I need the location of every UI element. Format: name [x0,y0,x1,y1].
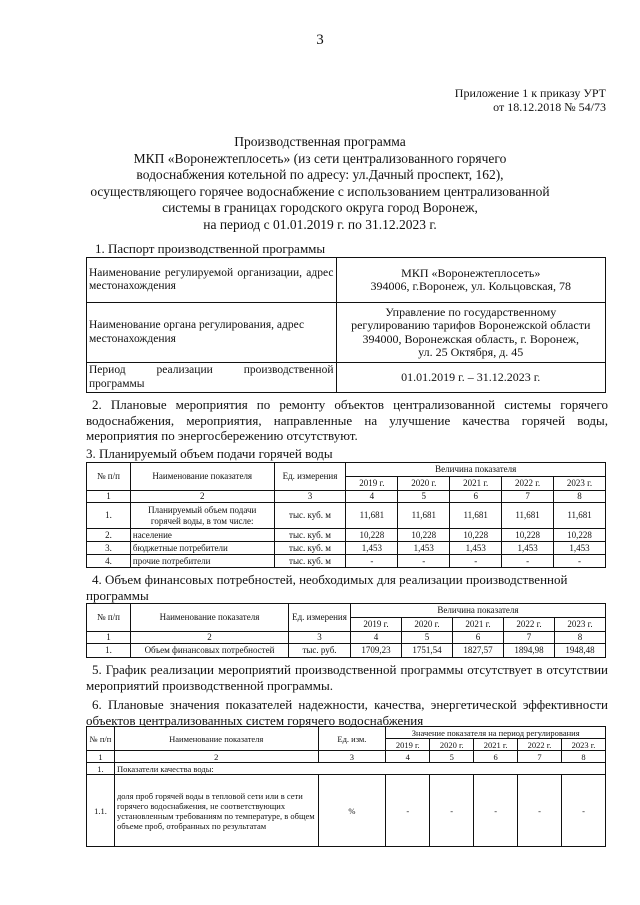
index-cell: 3 [274,491,346,503]
year-header: 2021 г. [450,477,502,491]
index-cell: 6 [450,491,502,503]
row-num: 1. [87,503,131,529]
index-cell: 8 [555,632,606,644]
index-cell: 6 [474,751,518,763]
row-unit: тыс. руб. [289,644,351,658]
row-value: - [518,775,562,847]
row-num: 1.1. [87,775,115,847]
title-line-1: Производственная программа [234,134,406,149]
row-value: 11,681 [346,503,398,529]
row-value: - [398,555,450,568]
year-header: 2023 г. [555,618,606,632]
row-value: 1,453 [346,542,398,555]
row-unit: % [318,775,386,847]
row-value: - [386,775,430,847]
year-header: 2020 г. [398,477,450,491]
section-3-heading: 3. Планируемый объем подачи горячей воды [86,446,333,461]
index-row [87,751,606,763]
section-2-text: 2. Плановые мероприятия по ремонту объектов централизованной системы горячего водоснабжения, мероприятия, направленные на улучшение качества горячей воды, мероприятия по энергосбережению отсутствуют. [86,397,608,443]
index-cell: 2 [130,491,274,503]
row-value: 10,228 [346,529,398,542]
row-value: 1948,48 [555,644,606,658]
col-header-value: Значение показателя на период регулирования [386,727,606,739]
table-row [87,503,606,529]
row-value: 11,681 [554,503,606,529]
table-group-row [87,763,606,775]
row-value: 1709,23 [351,644,402,658]
row-value: - [450,555,502,568]
col-header-unit: Ед. измерения [274,463,346,491]
col-header-num: № п/п [87,727,115,751]
finance-table [86,603,606,658]
volume-table [86,462,606,568]
index-cell: 8 [554,491,606,503]
table-row [87,555,606,568]
col-header-unit: Ед. измерения [289,604,351,632]
row-unit: тыс. куб. м [274,529,346,542]
year-header: 2022 г. [518,739,562,751]
index-cell: 3 [318,751,386,763]
row-name: бюджетные потребители [130,542,274,555]
index-cell: 7 [518,751,562,763]
index-row [87,491,606,503]
title-line-4: осуществляющего горячее водоснабжение с использованием централизованной [90,183,550,199]
index-cell: 1 [87,491,131,503]
row-value: 10,228 [502,529,554,542]
appendix-line-2: от 18.12.2018 № 54/73 [493,100,606,114]
index-cell: 7 [502,491,554,503]
index-cell: 1 [87,751,115,763]
passport-value-line: ул. 25 Октября, д. 45 [418,345,524,359]
row-value: 1,453 [502,542,554,555]
passport-row-regulator [87,303,606,363]
year-header: 2020 г. [402,618,453,632]
col-header-num: № п/п [87,604,131,632]
row-value: 10,228 [450,529,502,542]
passport-value-line: 394000, Воронежская область, г. Воронеж, [362,331,579,346]
row-value: - [562,775,606,847]
row-value: 1,453 [554,542,606,555]
index-cell: 5 [402,632,453,644]
index-cell: 6 [453,632,504,644]
passport-value-line: 394006, г.Воронеж, ул. Кольцовская, 78 [370,279,572,293]
passport-value-line: регулированию тарифов Воронежской области [351,318,591,332]
passport-table [86,257,606,393]
row-name: Объем финансовых потребностей [131,644,289,658]
col-header-value: Величина показателя [351,604,606,618]
row-value: 11,681 [502,503,554,529]
page-number: 3 [316,32,324,48]
title-line-3: водоснабжения котельной по адресу: ул.Дачный проспект, 162), [136,167,504,182]
year-header: 2019 г. [386,739,430,751]
index-cell: 7 [504,632,555,644]
row-unit: тыс. куб. м [274,555,346,568]
passport-row-organization [87,258,606,303]
index-cell: 5 [398,491,450,503]
year-header: 2023 г. [562,739,606,751]
row-unit: тыс. куб. м [274,503,346,529]
index-cell: 5 [430,751,474,763]
row-value: 1894,98 [504,644,555,658]
index-cell: 4 [351,632,402,644]
index-cell: 2 [114,751,318,763]
row-value: 1,453 [450,542,502,555]
year-header: 2021 г. [453,618,504,632]
row-value: 11,681 [450,503,502,529]
col-header-name: Наименование показателя [130,463,274,491]
row-value: 1751,54 [402,644,453,658]
index-cell: 4 [346,491,398,503]
row-value: 10,228 [398,529,450,542]
table-row [87,644,606,658]
row-name: Показатели качества воды: [114,763,605,775]
row-num: 3. [87,542,131,555]
col-header-num: № п/п [87,463,131,491]
appendix-note [455,86,606,114]
year-header: 2019 г. [351,618,402,632]
passport-label: Период реализации производственной программы [87,363,337,393]
title-line-5: системы в границах городского округа город Воронеж, [162,200,478,215]
row-name: доля проб горячей воды в тепловой сети или в сети горячего водоснабжения, не соответствующих установленным требованиям по температуре, в общем объеме проб, отобранных по результатам [114,775,318,847]
section-5-text: 5. График реализации мероприятий производственной программы отсутствует в отсутствии мероприятий производственной программы. [86,662,608,693]
row-value: 11,681 [398,503,450,529]
section-6-heading: 6. Плановые значения показателей надежности, качества, энергетической эффективности объектов централизованных систем горячего водоснабжения [86,697,608,728]
year-header: 2022 г. [504,618,555,632]
passport-value-line: Управление по государственному [385,304,557,319]
section-1-heading: 1. Паспорт производственной программы [95,241,326,256]
index-cell: 1 [87,632,131,644]
col-header-name: Наименование показателя [131,604,289,632]
index-cell: 3 [289,632,351,644]
passport-row-period [87,363,606,393]
col-header-name: Наименование показателя [114,727,318,751]
appendix-line-1: Приложение 1 к приказу УРТ [454,86,606,100]
year-header: 2021 г. [474,739,518,751]
row-value: 1827,57 [453,644,504,658]
passport-label: Наименование органа регулирования, адрес местонахождения [87,303,337,363]
col-header-value: Величина показателя [346,463,606,477]
year-header: 2022 г. [502,477,554,491]
col-header-unit: Ед. изм. [318,727,386,751]
table-row [87,529,606,542]
passport-value: 01.01.2019 г. – 31.12.2023 г. [336,363,606,393]
index-cell: 4 [386,751,430,763]
document-title [40,134,600,233]
row-name: население [130,529,274,542]
passport-value [336,303,606,363]
row-value: - [554,555,606,568]
row-unit: тыс. куб. м [274,542,346,555]
table-row [87,775,606,847]
row-num: 1. [87,644,131,658]
passport-value-line: МКП «Воронежтеплосеть» [401,265,541,280]
row-num: 2. [87,529,131,542]
row-value: 1,453 [398,542,450,555]
index-cell: 2 [131,632,289,644]
year-header: 2023 г. [554,477,606,491]
passport-value [336,258,606,303]
row-value: - [430,775,474,847]
passport-label: Наименование регулируемой организации, адрес местонахождения [87,258,337,303]
year-header: 2020 г. [430,739,474,751]
row-value: - [346,555,398,568]
row-value: - [474,775,518,847]
year-header: 2019 г. [346,477,398,491]
section-4-heading: 4. Объем финансовых потребностей, необходимых для реализации производственной программы [86,572,568,603]
index-row [87,632,606,644]
indicators-table [86,726,606,847]
row-value: 10,228 [554,529,606,542]
row-name: прочие потребители [130,555,274,568]
row-num: 4. [87,555,131,568]
table-row [87,542,606,555]
row-name: Планируемый объем подачи горячей воды, в том числе: [130,503,274,529]
row-value: - [502,555,554,568]
index-cell: 8 [562,751,606,763]
row-num: 1. [87,763,115,775]
title-line-2: МКП «Воронежтеплосеть» (из сети централизованного горячего [133,150,507,166]
title-line-6: на период с 01.01.2019 г. по 31.12.2023 г. [203,216,437,232]
